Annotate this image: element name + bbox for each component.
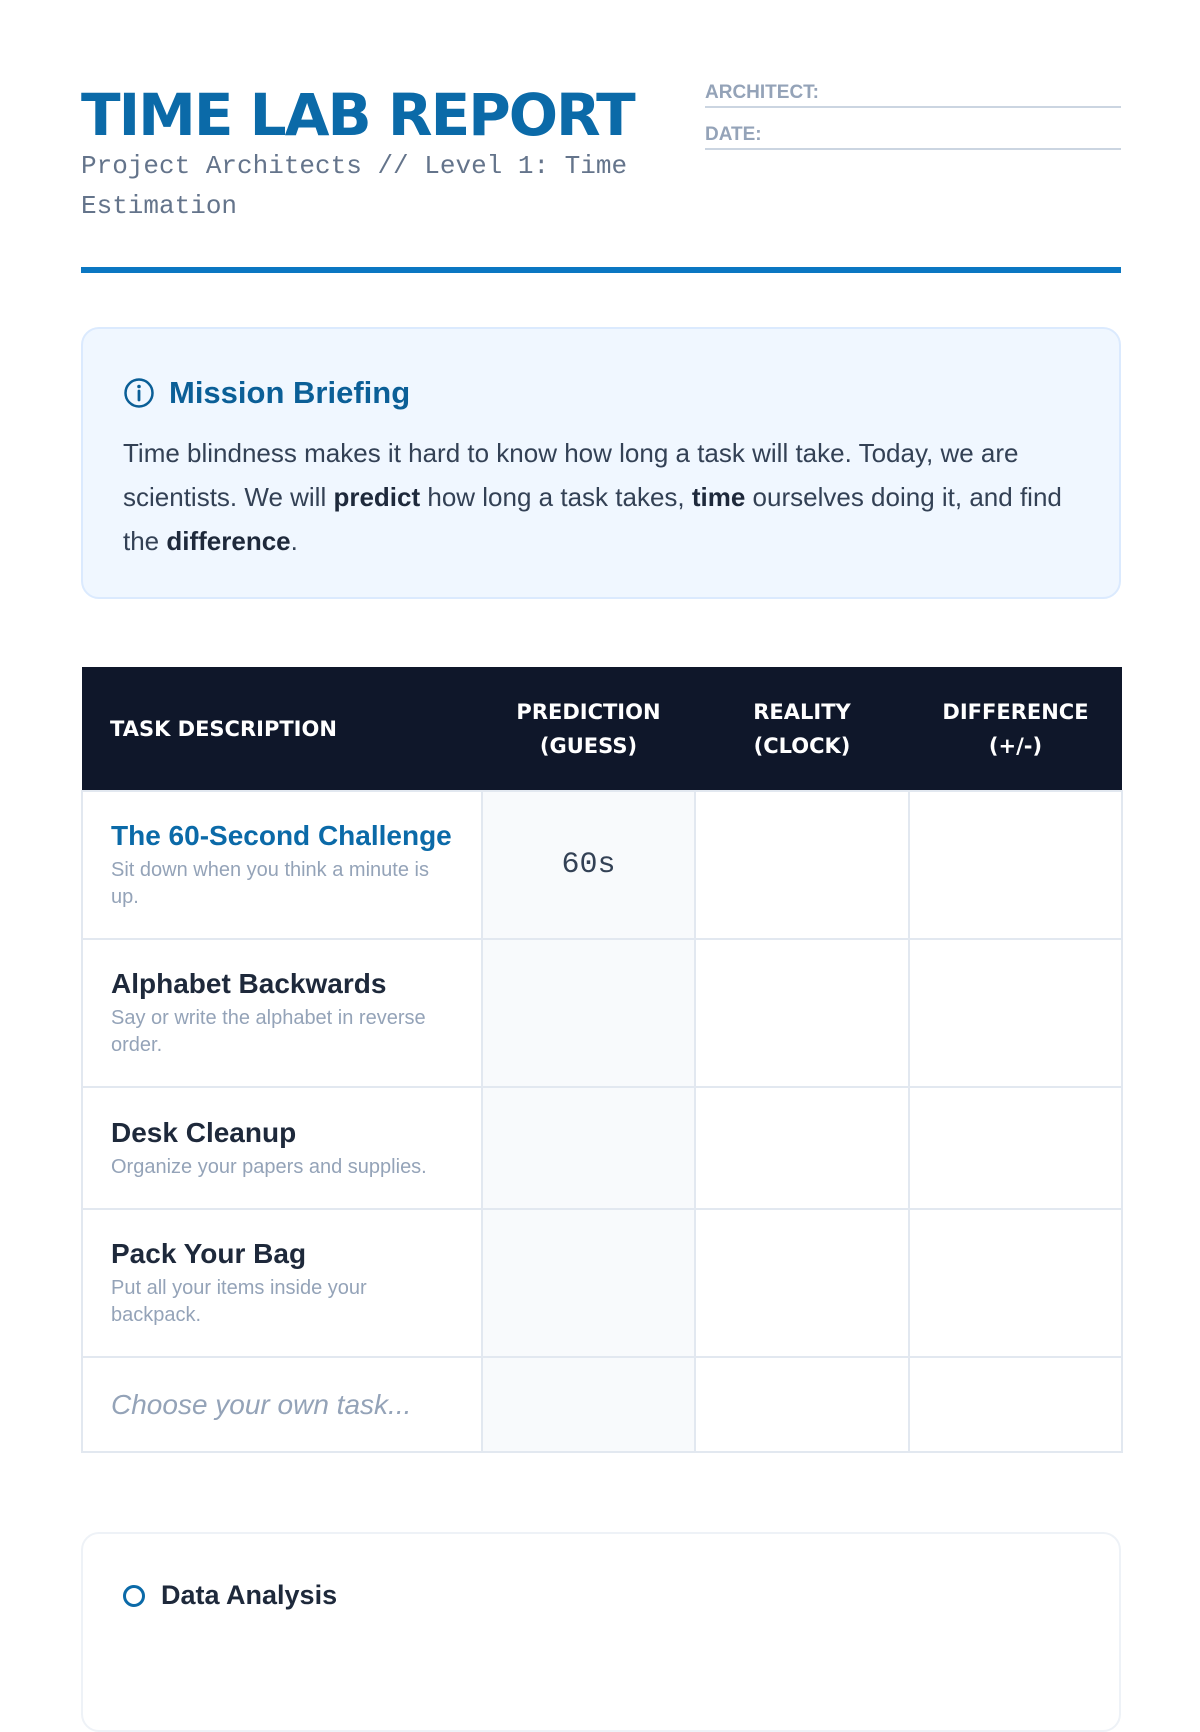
header: [81, 0, 1121, 270]
task-description: Sit down when you think a minute is up.: [111, 859, 429, 908]
header-divider: [81, 267, 1121, 273]
task-name: The 60-Second Challenge: [111, 820, 452, 851]
task-description: Organize your papers and supplies.: [111, 1155, 427, 1178]
analysis-title: Data Analysis: [161, 1580, 338, 1610]
briefing-header: [123, 373, 1079, 413]
custom-task-cell[interactable]: [82, 1357, 482, 1452]
task-description: Say or write the alphabet in reverse order.: [111, 1007, 426, 1056]
custom-task-placeholder: Choose your own task...: [111, 1388, 412, 1420]
table-row: [82, 1209, 1122, 1357]
task-name: Alphabet Backwards: [111, 968, 387, 999]
date-field[interactable]: [705, 122, 1121, 150]
task-description: Put all your items inside your backpack.: [111, 1277, 367, 1326]
header-prediction: PREDICTION (GUESS): [482, 667, 695, 791]
date-label: DATE:: [705, 124, 762, 145]
circle-icon: [123, 1585, 145, 1607]
reality-cell[interactable]: [695, 939, 909, 1087]
table-row: [82, 939, 1122, 1087]
analysis-header: [123, 1580, 1079, 1611]
info-icon: [123, 377, 155, 409]
page-title: TIME LAB REPORT: [81, 81, 634, 149]
header-task: TASK DESCRIPTION: [82, 667, 482, 791]
difference-cell[interactable]: [909, 939, 1122, 1087]
header-reality: REALITY (CLOCK): [695, 667, 909, 791]
table-header-row: [82, 667, 1122, 791]
prediction-cell[interactable]: [482, 1209, 695, 1357]
difference-cell[interactable]: [909, 1357, 1122, 1452]
mission-briefing: [81, 327, 1121, 599]
difference-cell[interactable]: [909, 1209, 1122, 1357]
table-row: [82, 791, 1122, 939]
difference-cell[interactable]: [909, 1087, 1122, 1209]
time-log-table: [81, 667, 1123, 1453]
worksheet: [81, 0, 1121, 1610]
prediction-value: 60s: [561, 848, 616, 882]
task-cell: [82, 1087, 482, 1209]
reality-cell[interactable]: [695, 791, 909, 939]
briefing-title: Mission Briefing: [169, 375, 411, 410]
architect-label: ARCHITECT:: [705, 82, 819, 103]
prediction-cell[interactable]: [482, 1357, 695, 1452]
table-row: [82, 1087, 1122, 1209]
task-cell: [82, 939, 482, 1087]
meta-fields: [705, 80, 1121, 164]
prediction-cell[interactable]: [482, 1087, 695, 1209]
header-difference: DIFFERENCE (+/-): [909, 667, 1122, 791]
page-subtitle: Project Architects // Level 1: Time Estimation: [81, 151, 628, 221]
data-analysis-card: [81, 1532, 1121, 1732]
reality-cell[interactable]: [695, 1357, 909, 1452]
task-cell: [82, 791, 482, 939]
task-cell: [82, 1209, 482, 1357]
task-name: Pack Your Bag: [111, 1238, 307, 1269]
difference-cell[interactable]: [909, 791, 1122, 939]
prediction-cell[interactable]: [482, 939, 695, 1087]
architect-field[interactable]: [705, 80, 1121, 108]
prediction-cell[interactable]: [482, 791, 695, 939]
reality-cell[interactable]: [695, 1087, 909, 1209]
task-name: Desk Cleanup: [111, 1116, 297, 1148]
briefing-text: Time blindness makes it hard to know how long a task will take. Today, we are scientists. We will predict how long a task takes, time ourselves doing it, and find the difference.: [123, 438, 1062, 556]
reality-cell[interactable]: [695, 1209, 909, 1357]
table-row-custom: [82, 1357, 1122, 1452]
